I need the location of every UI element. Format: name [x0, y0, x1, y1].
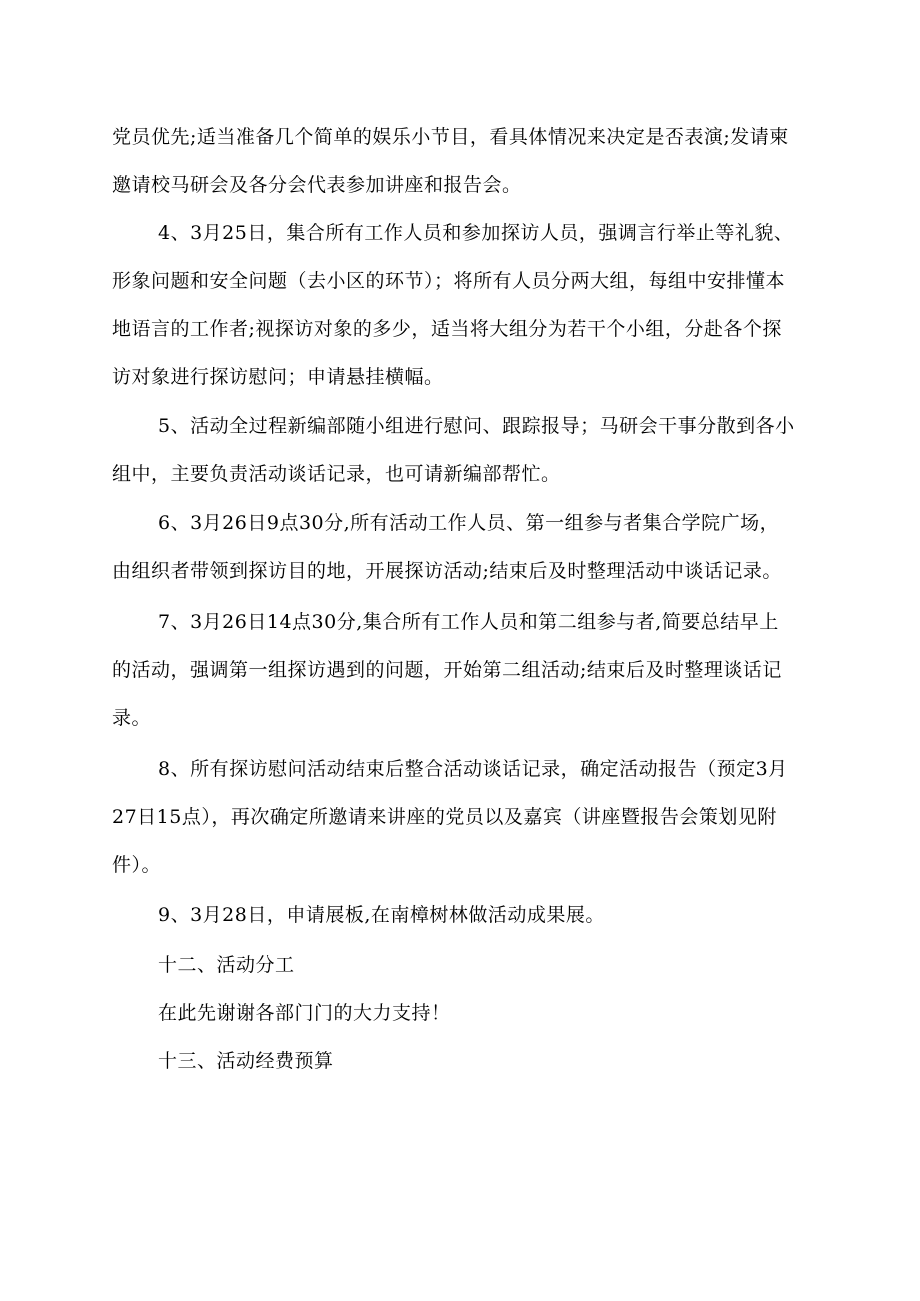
paragraph-8-line: 8、所有探访慰问活动结束后整合活动谈话记录，确定活动报告（预定3月	[158, 758, 788, 780]
text-line: 在此先谢谢各部门门的大力支持！	[158, 1002, 451, 1024]
text-line: 的活动，强调第一组探访遇到的问题，开始第二组活动;结束后及时整理谈话记	[112, 659, 782, 681]
paragraph-7-line: 7、3月26日14点30分,集合所有工作人员和第二组参与者,简要总结早上	[158, 611, 779, 633]
paragraph-9-line: 9、3月28日，申请展板,在南樟树林做活动成果展。	[158, 904, 605, 926]
text-line: 邀请校马研会及各分会代表参加讲座和报告会。	[112, 174, 522, 196]
text-line: 党员优先;适当准备几个简单的娱乐小节目，看具体情况来决定是否表演;发请柬	[112, 126, 789, 148]
text-line: 27日15点），再次确定所邀请来讲座的党员以及嘉宾（讲座暨报告会策划见附	[112, 806, 777, 828]
text-line: 件）。	[112, 854, 162, 876]
text-line: 地语言的工作者;视探访对象的多少，适当将大组分为若干个小组，分赴各个探	[112, 318, 782, 340]
text-line: 录。	[112, 707, 152, 729]
text-line: 形象问题和安全问题（去小区的环节）；将所有人员分两大组，每组中安排懂本	[112, 270, 786, 292]
text-line: 由组织者带领到探访目的地，开展探访活动;结束后及时整理活动中谈话记录。	[112, 560, 782, 582]
paragraph-5-line: 5、活动全过程新编部随小组进行慰问、跟踪报导；马研会干事分散到各小	[158, 415, 795, 437]
paragraph-6-line: 6、3月26日9点30分,所有活动工作人员、第一组参与者集合学院广场，	[158, 512, 780, 534]
section-heading-12: 十二、活动分工	[158, 954, 295, 976]
text-line: 访对象进行探访慰问；申请悬挂横幅。	[112, 366, 444, 388]
section-heading-13: 十三、活动经费预算	[158, 1050, 334, 1072]
text-line: 组中，主要负责活动谈话记录，也可请新编部帮忙。	[112, 463, 561, 485]
paragraph-4-line: 4、3月25日，集合所有工作人员和参加探访人员，强调言行举止等礼貌、	[158, 222, 794, 244]
